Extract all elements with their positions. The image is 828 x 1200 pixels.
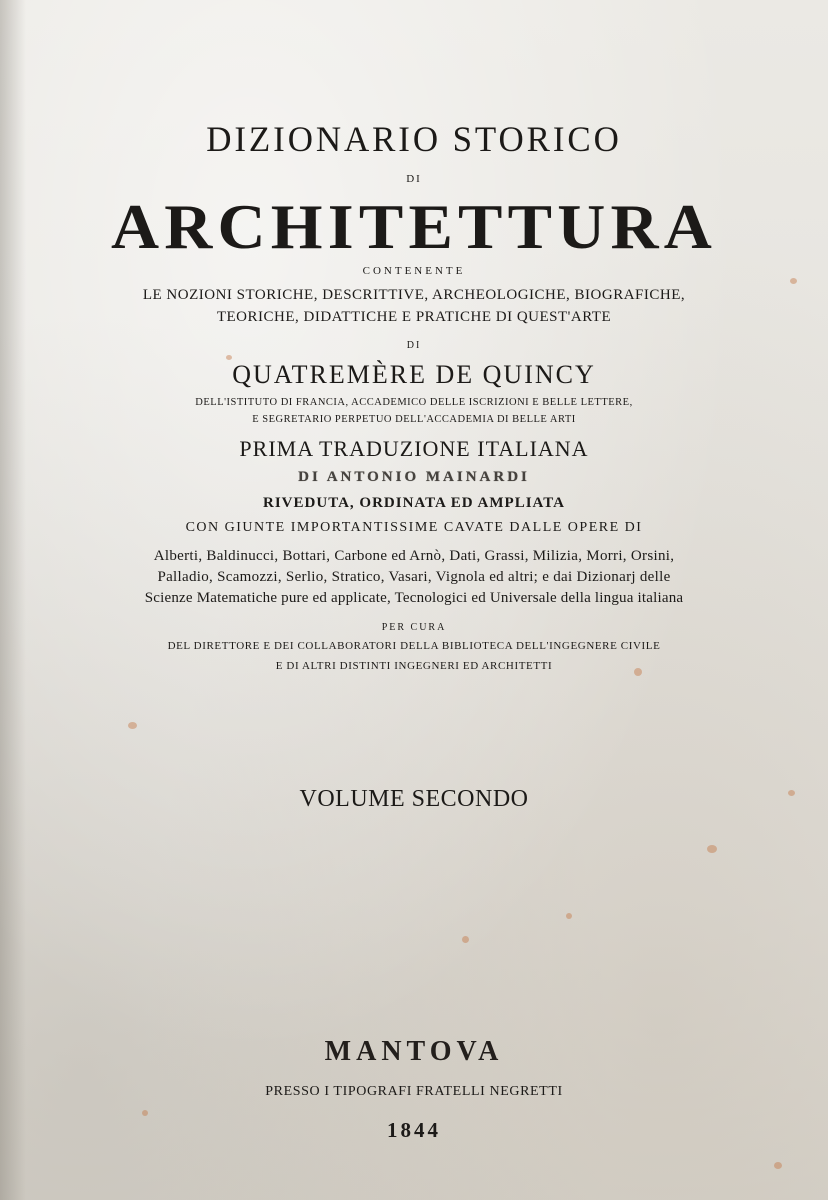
description-line-2: TEORICHE, DIDATTICHE E PRATICHE DI QUEST'ARTE (216, 309, 612, 325)
foxing-spot (128, 722, 137, 729)
contenente-label: CONTENENTE (362, 265, 466, 277)
editors-line-2: E DI ALTRI DISTINTI INGEGNERI ED ARCHITETTI (275, 660, 553, 672)
foxing-spot (790, 278, 797, 284)
connector-di-author: DI (406, 340, 422, 351)
volume-label: VOLUME SECONDO (299, 786, 529, 812)
foxing-spot (142, 1110, 148, 1116)
foxing-spot (774, 1162, 782, 1169)
author-name: QUATREMÈRE DE QUINCY (232, 360, 596, 389)
foxing-spot (566, 913, 572, 919)
translator-name: DI ANTONIO MAINARDI (298, 469, 530, 485)
sources-line-3: Scienze Matematiche pure ed applicate, Tecnologici ed Universale della lingua italiana (144, 590, 684, 606)
imprint-city: MANTOVA (324, 1036, 504, 1067)
foxing-spot (707, 845, 717, 853)
author-affiliation-line-2: E SEGRETARIO PERPETUO DELL'ACCADEMIA DI BELLE ARTI (252, 414, 576, 425)
per-cura-label: PER CURA (381, 622, 447, 633)
sources-line-2: Palladio, Scamozzi, Serlio, Stratico, Vasari, Vignola ed altri; e dai Dizionarj delle (157, 569, 671, 585)
editors-line-1: DEL DIRETTORE E DEI COLLABORATORI DELLA BIBLIOTECA DELL'INGEGNERE CIVILE (167, 640, 661, 652)
foxing-spot (462, 936, 469, 943)
imprint-publisher: PRESSO I TIPOGRAFI FRATELLI NEGRETTI (265, 1084, 563, 1099)
description-line-1: LE NOZIONI STORICHE, DESCRITTIVE, ARCHEOLOGICHE, BIOGRAFICHE, (142, 287, 686, 303)
connector-di: DI (406, 173, 422, 185)
revision-note: RIVEDUTA, ORDINATA ED AMPLIATA (263, 495, 565, 511)
imprint-year: 1844 (387, 1118, 441, 1142)
main-title: ARCHITETTURA (110, 191, 718, 262)
title-line-1: DIZIONARIO STORICO (206, 119, 622, 159)
additions-note: CON GIUNTE IMPORTANTISSIME CAVATE DALLE OPERE DI (185, 520, 643, 535)
translation-heading: PRIMA TRADUZIONE ITALIANA (239, 436, 589, 461)
sources-line-1: Alberti, Baldinucci, Bottari, Carbone ed Arnò, Dati, Grassi, Milizia, Morri, Orsini, (153, 548, 675, 564)
author-affiliation-line-1: DELL'ISTITUTO DI FRANCIA, ACCADEMICO DELLE ISCRIZIONI E BELLE LETTERE, (195, 397, 633, 408)
